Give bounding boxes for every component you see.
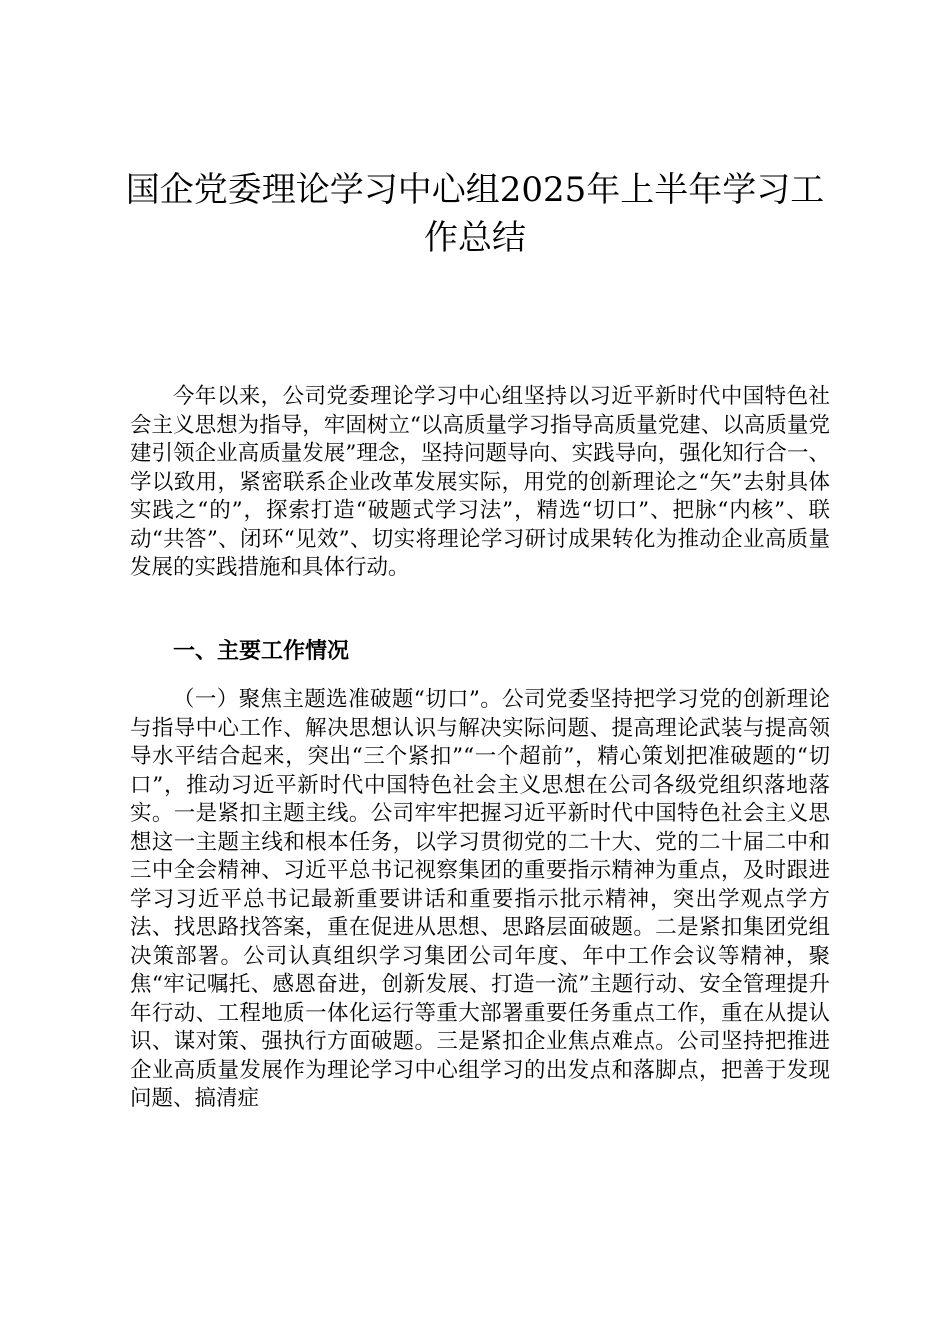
document-title: 国企党委理论学习中心组2025年上半年学习工作总结	[125, 170, 825, 258]
section-heading: 一、主要工作情况	[173, 638, 350, 664]
intro-paragraph: 今年以来，公司党委理论学习中心组坚持以习近平新时代中国特色社会主义思想为指导，牢固树立“以高质量学习指导高质量党建、以高质量党建引领企业高质量发展”理念，坚持问题导向、实践导向，强化知行合一、学以致用，紧密联系企业改革发展实际，用党的创新理论之“矢”去射具体实践之“的”，探索打造“破题式学习法”，精选“切口”、把脉“内核”、联动“共答”、闭环“见效”、切实将理论学习研讨成果转化为推动企业高质量发展的实践措施和具体行动。	[130, 384, 830, 580]
section-paragraph: （一）聚焦主题选准破题“切口”。公司党委坚持把学习党的创新理论与指导中心工作、解决思想认识与解决实际问题、提高理论武装与提高领导水平结合起来，突出“三个紧扣”“一个超前”，精心策划把准破题的“切口”，推动习近平新时代中国特色社会主义思想在公司各级党组织落地落实。一是紧扣主题主线。公司牢牢把握习近平新时代中国特色社会主义思想这一主题主线和根本任务，以学习贯彻党的二十大、党的二十届二中和三中全会精神、习近平总书记视察集团的重要指示精神为重点，及时跟进学习习近平总书记最新重要讲话和重要指示批示精神，突出学观点学方法、找思路找答案，重在促进从思想、思路层面破题。二是紧扣集团党组决策部署。公司认真组织学习集团公司年度、年中工作会议等精神，聚焦“牢记嘱托、感恩奋进，创新发展、打造一流”主题行动、安全管理提升年行动、工程地质一体化运行等重大部署重要任务重点工作，重在从提认识、谋对策、强执行方面破题。三是紧扣企业焦点难点。公司坚持把推进企业高质量发展作为理论学习中心组学习的出发点和落脚点，把善于发现问题、搞清症	[130, 687, 830, 1111]
